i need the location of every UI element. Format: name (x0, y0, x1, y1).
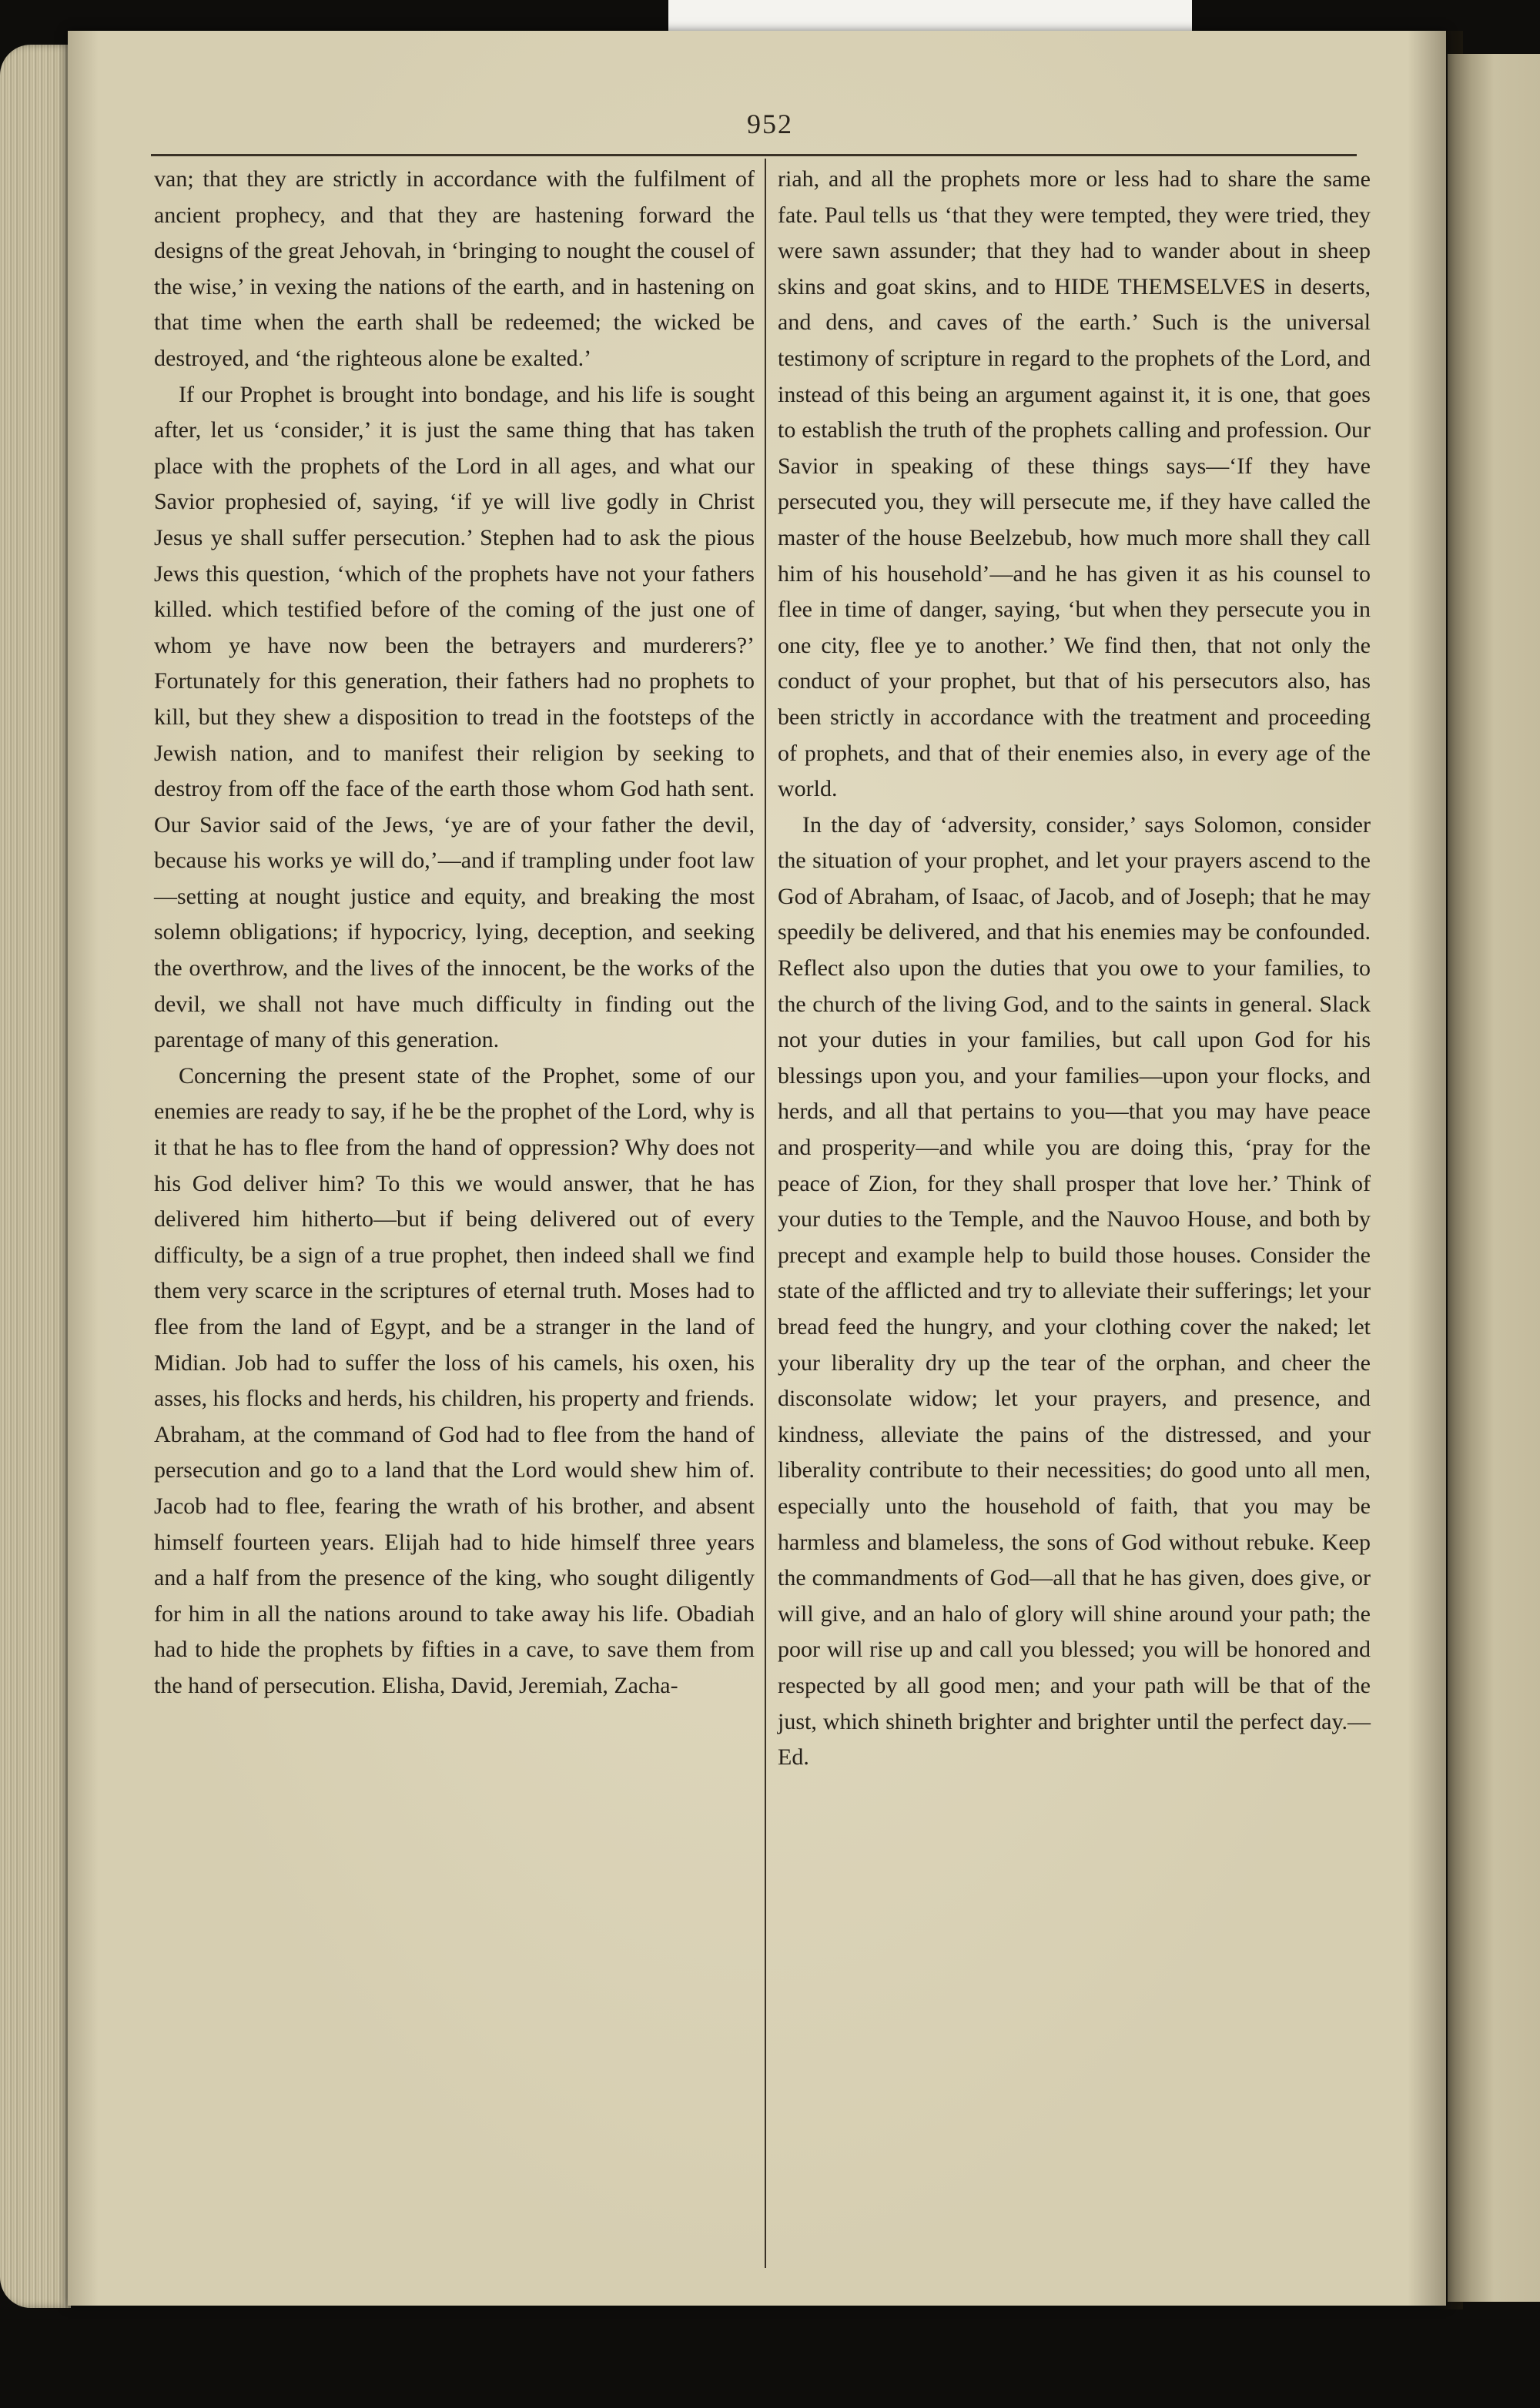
page-number: 952 (747, 109, 793, 139)
left-paragraph-2: If our Prophet is brought into bondage, and his life is sought after, let us ‘consider,’ it is just the same thing that has taken place with the prophets of the Lord in all ages, and what our Savior prophesied of, saying, ‘if ye will live godly in Christ Jesus ye shall suffer persecution.’ Stephen had to ask the pious Jews this question, ‘which of the prophets have not your fathers killed. which testified before of the coming of the just one of whom ye have now been the betrayers and murderers?’ Fortunately for this generation, their fathers had no prophets to kill, but they shew a disposition to tread in the footsteps of the Jewish nation, and to manifest their religion by seeking to destroy from off the face of the earth those whom God hath sent. Our Savior said of the Jews, ‘ye are of your father the devil, because his works ye will do,’—and if trampling under foot law—setting at nought justice and equity, and breaking the most solemn obligations; if hypocricy, lying, deception, and seeking the overthrow, and the lives of the innocent, be the works of the devil, we shall not have much difficulty in finding out the parentage of many of this generation. (154, 381, 755, 1053)
book-page-edges (0, 45, 71, 2308)
right-paragraph-1: riah, and all the prophets more or less had to share the same fate. Paul tells us ‘that they were tempted, they were tried, they were sawn assunder; that they had to wander about in sheep skins and goat skins, and to HIDE THEMSELVES in deserts, and dens, and caves of the earth.’ Such is the universal testimony of scripture in regard to the prophets of the Lord, and instead of this being an argument against it, it is one, that goes to establish the truth of the prophets calling and profession. Our Savior in speaking of these things says—‘If they have persecuted you, they will persecute me, if they have called the master of the house Beelzebub, how much more shall they call him of his household’—and he has given it as his counsel to flee in time of danger, saying, ‘but when they persecute you in one city, flee ye to another.’ We find then, that not only the conduct of your prophet, but that of his persecutors also, has been strictly in accordance with the treatment and proceeding of prophets, and that of their enemies also, in every age of the world. (778, 166, 1371, 802)
left-column (154, 162, 755, 1704)
left-paragraph-3: Concerning the present state of the Prophet, some of our enemies are ready to say, if he be the prophet of the Lord, why is it that he has to flee from the hand of oppression? Why does not his God deliver him? To this we would answer, that he has delivered him hitherto—but if being delivered out of every difficulty, be a sign of a true prophet, then indeed shall we find them very scarce in the scriptures of eternal truth. Moses had to flee from the land of Egypt, and be a stranger in the land of Midian. Job had to suffer the loss of his camels, his oxen, his asses, his flocks and herds, his children, his property and friends. Abraham, at the command of God had to flee from the hand of persecution and go to a land that the Lord would shew him of. Jacob had to flee, fearing the wrath of his brother, and absent himself fourteen years. Elijah had to hide himself three years and a half from the presence of the king, who sought diligently for him in all the nations around to take away his life. Obadiah had to hide the prophets by fifties in a cave, to save them from the hand of persecution. Elisha, David, Jeremiah, Zacha- (154, 1062, 755, 1698)
facing-page-edge (1448, 54, 1540, 2302)
column-divider (765, 159, 766, 2268)
header-rule (151, 154, 1357, 156)
left-paragraph-1: van; that they are strictly in accordance with the fulfilment of ancient prophecy, and that they are hastening forward the designs of the great Jehovah, in ‘bringing to nought the cousel of the wise,’ in vexing the nations of the earth, and in hastening on that time when the earth shall be redeemed; the wicked be destroyed, and ‘the righteous alone be exalted.’ (154, 166, 755, 371)
right-column (778, 162, 1371, 1776)
right-paragraph-2: In the day of ‘adversity, consider,’ says Solomon, consider the situation of your prophet, and let your prayers ascend to the God of Abraham, of Isaac, of Jacob, and of Joseph; that he may speedily be delivered, and that his enemies may be confounded. Reflect also upon the duties that you owe to your families, to the church of the living God, and to the saints in general. Slack not your duties in your families, but call upon God for his blessings upon you, and your families—upon your flocks, and herds, and all that pertains to you—that you may have peace and prosperity—and while you are doing this, ‘pray for the peace of Zion, for they shall prosper that love her.’ Think of your duties to the Temple, and the Nauvoo House, and both by precept and example help to build those houses. Consider the state of the afflicted and try to alleviate their sufferings; let your bread feed the hungry, and your clothing cover the naked; let your liberality dry up the tear of the orphan, and cheer the disconsolate widow; let your prayers, and presence, and kindness, alleviate the pains of the distressed, and your liberality contribute to their necessities; do good unto all men, especially unto the household of faith, that you may be harmless and blameless, the sons of God without rebuke. Keep the commandments of God—all that he has given, does give, or will give, and an halo of glory will shine around your path; the poor will rise up and call you blessed; you will be honored and respected by all good men; and your path will be that of the just, which shineth brighter and brighter until the perfect day.—Ed. (778, 811, 1371, 1771)
